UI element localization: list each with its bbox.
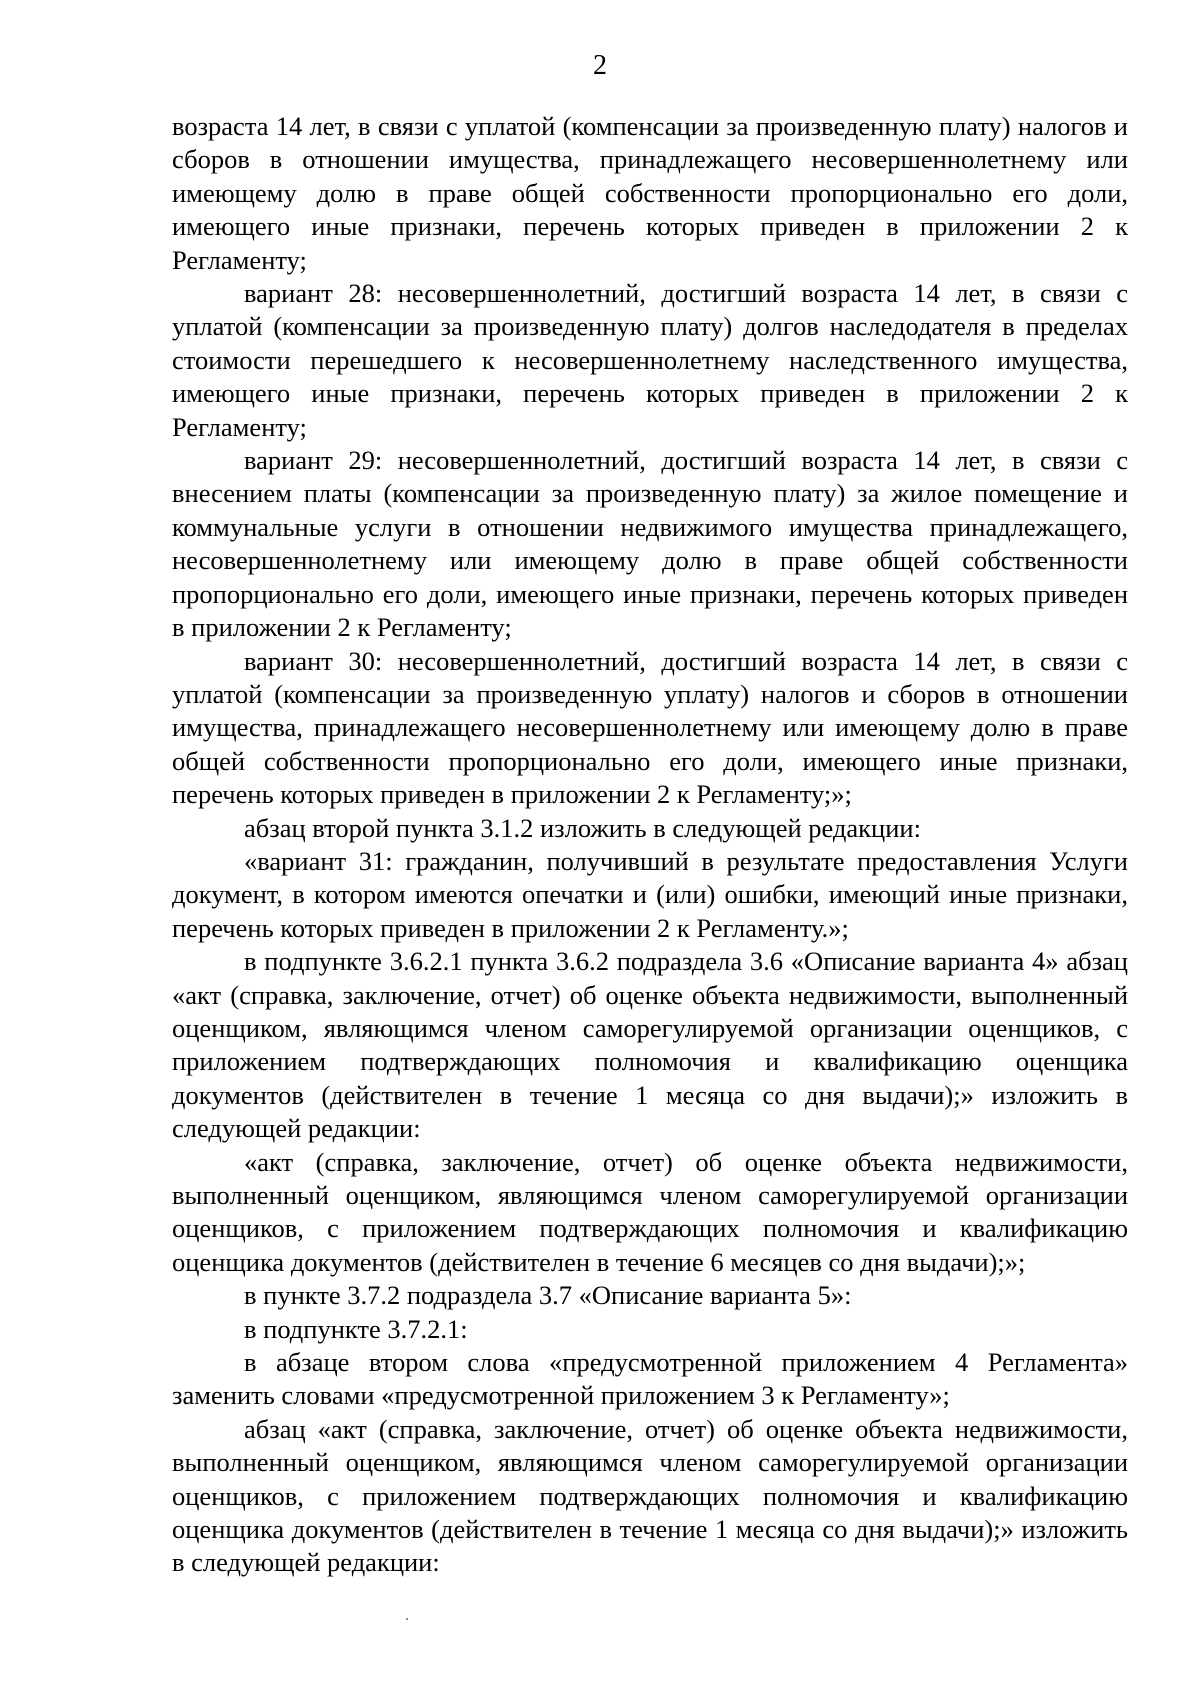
paragraph-subclause-3-7-2-1: в подпункте 3.7.2.1:: [244, 1313, 468, 1344]
paragraph-amend-3-7-2: в пункте 3.7.2 подраздела 3.7 «Описание варианта 5»:: [244, 1280, 852, 1311]
paragraph-variant-29: вариант 29: несовершеннолетний, достигший возраста 14 лет, в связи с внесением платы (компенсации за произведенную плату) за жилое помещение и коммунальные услуги в отношении недвижимого имущества принадлежащего, несовершеннолетнему или имеющему долю в праве общей собственности пропорционально его доли, имеющего иные признаки, перечень которых приведен в приложении 2 к Регламенту;: [172, 445, 1128, 643]
paragraph-variant-28: вариант 28: несовершеннолетний, достигший возраста 14 лет, в связи с уплатой (компенсации за произведенную плату) долгов наследодателя в пределах стоимости перешедшего к несовершеннолетнему наследственного имущества, имеющего иные признаки, перечень которых приведен в приложении 2 к Регламенту;: [172, 278, 1128, 442]
scan-speck: [406, 1618, 408, 1620]
paragraph-amend-3-6-2-1: в подпункте 3.6.2.1 пункта 3.6.2 подраздела 3.6 «Описание варианта 4» абзац «акт (справка, заключение, отчет) об оценке объекта недвижимости, выполненный оценщиком, являющимся членом саморегулируемой организации оценщиков, с приложением подтверждающих полномочия и квалификацию оценщика документов (действителен в течение 1 месяца со дня выдачи);» изложить в следующей редакции:: [172, 946, 1128, 1144]
paragraph-variant-31: «вариант 31: гражданин, получивший в результате предоставления Услуги документ, в котором имеются опечатки и (или) ошибки, имеющий иные признаки, перечень которых приведен в приложении 2 к Регламенту.»;: [172, 845, 1128, 943]
document-body: [172, 110, 1128, 1580]
paragraph-variant-30: вариант 30: несовершеннолетний, достигший возраста 14 лет, в связи с уплатой (компенсации за произведенную уплату) налогов и сборов в отношении имущества, принадлежащего несовершеннолетнему или имеющему долю в праве общей собственности пропорционально его доли, имеющего иные признаки, перечень которых приведен в приложении 2 к Регламенту;»;: [172, 645, 1128, 810]
paragraph-new-act-text: «акт (справка, заключение, отчет) об оценке объекта недвижимости, выполненный оценщиком, являющимся членом саморегулируемой организации оценщиков, с приложением подтверждающих полномочия и квалификацию оценщика документов (действителен в течение 6 месяцев со дня выдачи);»;: [172, 1146, 1128, 1277]
page-number: 2: [593, 50, 607, 81]
paragraph-amend-3-1-2: абзац второй пункта 3.1.2 изложить в следующей редакции:: [244, 812, 921, 843]
paragraph-replace-words: в абзаце втором слова «предусмотренной приложением 4 Регламента» заменить словами «предусмотренной приложением 3 к Регламенту»;: [172, 1347, 1128, 1411]
paragraph-amend-act-text: абзац «акт (справка, заключение, отчет) об оценке объекта недвижимости, выполненный оценщиком, являющимся членом саморегулируемой организации оценщиков, с приложением подтверждающих полномочия и квалификацию оценщика документов (действителен в течение 1 месяца со дня выдачи);» изложить в следующей редакции:: [172, 1413, 1128, 1578]
paragraph-continuation: возраста 14 лет, в связи с уплатой (компенсации за произведенную плату) налогов и сборов в отношении имущества, принадлежащего несовершеннолетнему или имеющему долю в праве общей собственности пропорционально его доли, имеющего иные признаки, перечень которых приведен в приложении 2 к Регламенту;: [172, 111, 1128, 275]
